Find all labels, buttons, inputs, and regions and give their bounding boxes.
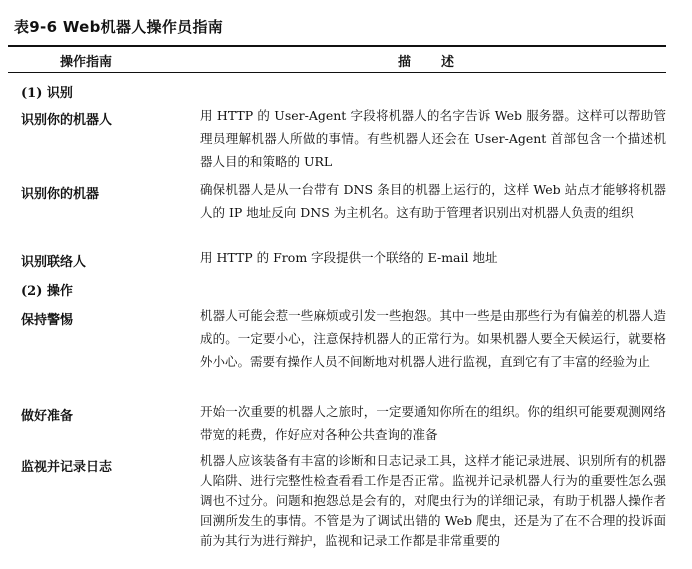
row-desc: 开始一次重要的机器人之旅时，一定要通知你所在的组织。你的组织可能要观测网络带宽的耗费，作好应对各种公共查询的准备 [200,404,666,442]
row-desc: 用 HTTP 的 User-Agent 字段将机器人的名字告诉 Web 服务器。这样可以帮助管理员理解机器人所做的事情。有些机器人还会在 User-Agent 首部包含一个描述机器人目的和策略的 URL [200,108,666,169]
table-caption: 表9-6 Web机器人操作员指南 [14,18,224,36]
row-desc: 机器人应该装备有丰富的诊断和日志记录工具，这样才能记录进展、识别所有的机器人陷阱、进行完整性检查看看工作是否正常。监视并记录机器人行为的重要性怎么强调也不过分。问题和抱怨总是会有的，对爬虫行为的详细记录，有助于机器人操作者回溯所发生的事情。不管是为了调试出错的 Web 爬虫，还是为了在不合理的投诉面前为其行为进行辩护，监视和记录工作都是非常重要的 [200,453,666,548]
section-heading: (2) 操作 [21,284,73,299]
row-term: 监视并记录日志 [21,460,113,475]
row-term: 识别你的机器 [21,187,100,202]
section-heading: (1) 识别 [21,86,73,101]
row-term: 识别你的机器人 [21,113,113,128]
row-term: 做好准备 [21,409,74,424]
header-left: 操作指南 [60,55,113,70]
table-top-rule [8,45,666,47]
row-term: 保持警惕 [21,313,74,328]
row-desc: 用 HTTP 的 From 字段提供一个联络的 E-mail 地址 [200,250,498,265]
row-desc: 确保机器人是从一台带有 DNS 条目的机器上运行的，这样 Web 站点才能够将机器人的 IP 地址反向 DNS 为主机名。这有助于管理者识别出对机器人负责的组织 [200,182,666,220]
row-desc: 机器人可能会惹一些麻烦或引发一些抱怨。其中一些是由那些行为有偏差的机器人造成的。一定要小心，注意保持机器人的正常行为。如果机器人要全天候运行，就要格外小心。需要有操作人员不间断地对机器人进行监视，直到它有了丰富的经验为止 [200,308,666,369]
table-header-rule [8,72,666,73]
row-term: 识别联络人 [21,255,87,270]
header-right: 描述 [398,55,485,70]
